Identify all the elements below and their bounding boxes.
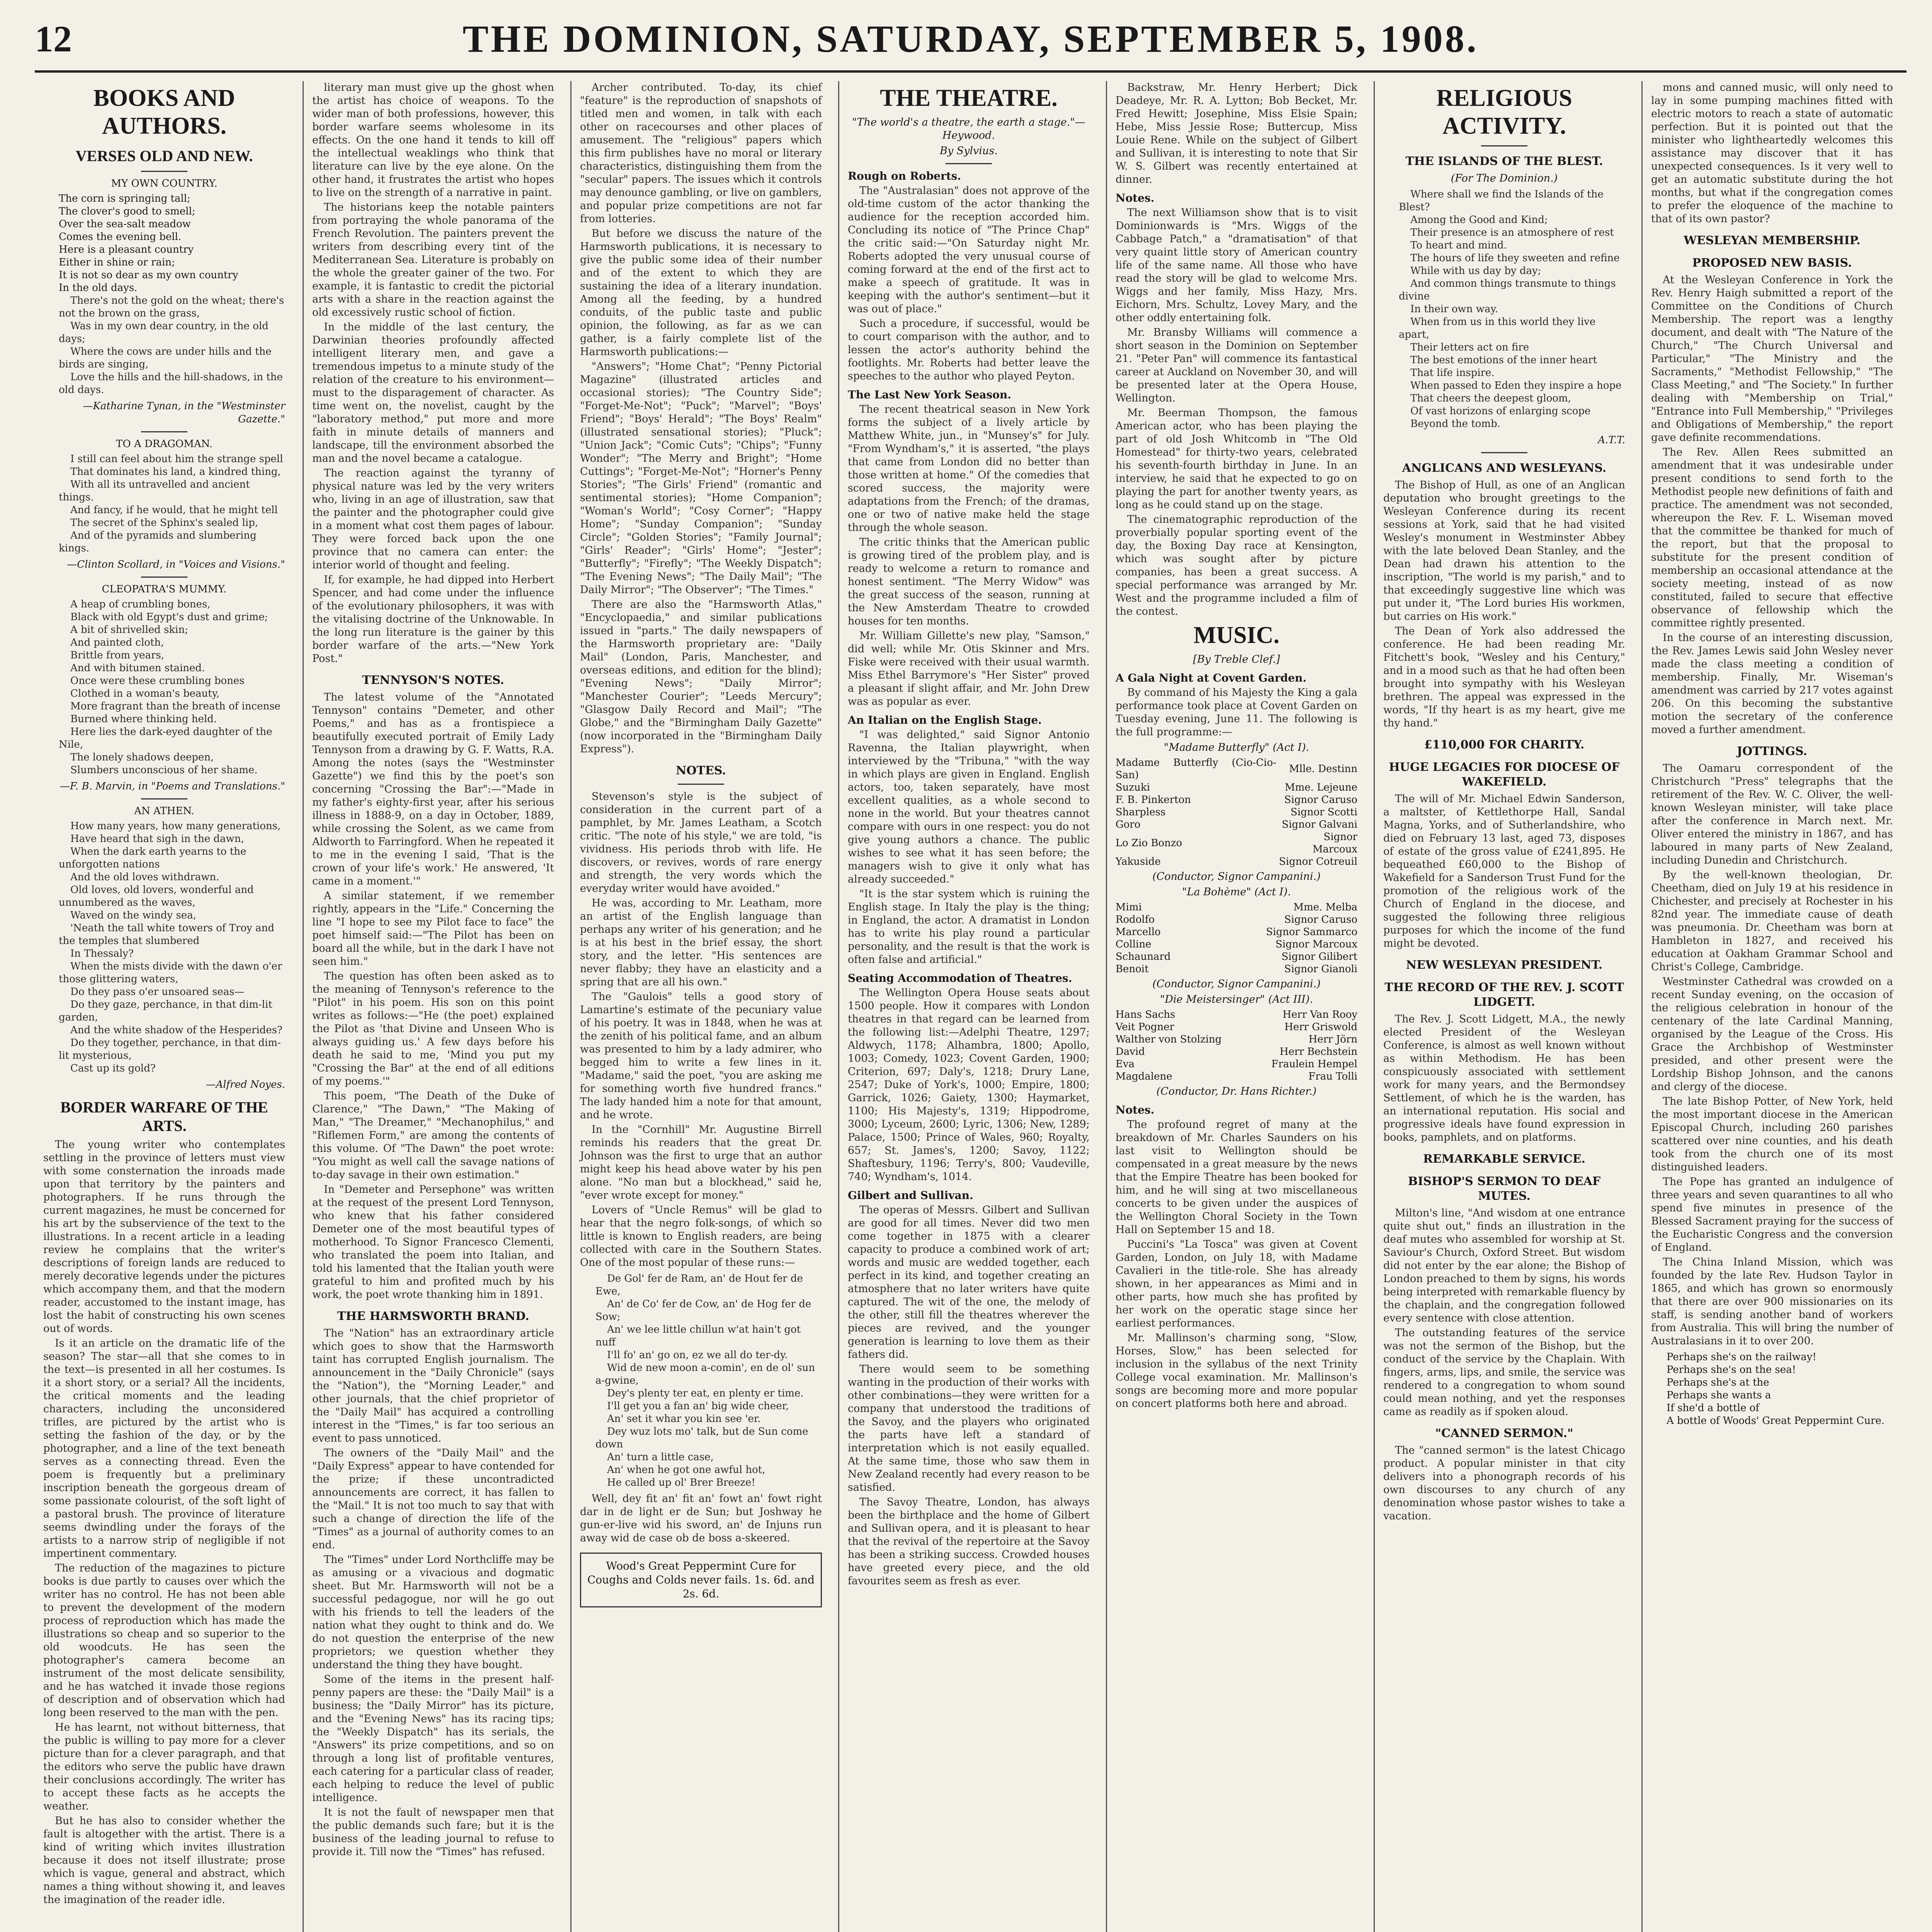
- poem-athen: AN ATHEN. How many years, how many generations, Have heard that sigh in the dawn, When the dark earth yearns to the unforgotten nations And the old loves withdrawn. Old loves, old lovers, wonderful and unnumbered as the waves, Waved on the windy sea, 'Neath the tall white towers of Troy and the temples that slumbered In Thessaly? When the mists divide with the dawn o'er those glittering waters, Do they pass o'er unsoared seas— Do they gaze, perchance, in that dim-lit garden, And the white shadow of the Hesperides? Do they together, perchance, in that dim-lit mysterious, Cast up its gold?: [59, 805, 282, 1074]
- verses-heading: VERSES OLD AND NEW.: [75, 147, 253, 165]
- cast-row: F. B. Pinkerton Signor Caruso: [1116, 794, 1357, 806]
- column-3: Archer contributed. To-day, its chief "feature" is the reproduction of snapshots of titled men and women, in talk with each other on racecourses and other places of amusement. The "religious" papers which this firm publishes have no moral or literary characteristics, distinguishing them from the "secular" papers. The issues which it controls may denounce gambling, or live on gamblers, and popular prize competitions are not far from lotteries. But before we discuss the nature of the Harmsworth publications, it is necessary to give the public some idea of their number and of the extent to which they are sustaining the idea of a literary inundation. Among all the feeding, by a hundred conduits, of the public taste and public opinion, the following, as far as we can gather, is a fairly complete list of the Harmsworth publications:— "Answers"; "Home Chat"; "Penny Pictorial Magazine" (illustrated articles and occasional stories); "The Country Side"; "Forget-Me-Not"; "Puck"; "Marvel"; "Boys' Friend"; "Boys' Herald"; "The Boys' Realm" (illustrated sensational stories); "Pluck"; "Union Jack"; "Comic Cuts"; "Chips"; "Funny Wonder"; "The Merry and Bright"; "Home Cuttings"; "Forget-Me-Not"; "Horner's Penny Stories"; "The Girls' Friend" (romantic and sentimental stories); "Home Companion"; "Woman's World"; "Cosy Corner"; "Happy Home"; "Sunday Companion"; "Sunday Circle"; "Golden Stories"; "Family Journal"; "Girls' Reader"; "Girls' Home"; "Jester"; "Butterfly"; "Firefly"; "The Weekly Dispatch"; "The Evening News"; "The Daily Mail"; "The Daily Mirror"; "The Observer"; "The Times." There are also the "Harmsworth Atlas," "Encyclopaedia," and similar publications issued in "parts." The daily newspapers of the Harmsworth proprietary are: "Daily Mail" (London, Paris, Manchester, and overseas editions, and edition for the blind); "Evening News"; "Daily Mirror"; "Manchester Courier"; "Leeds Mercury"; "Glasgow Daily Record and Mail"; "The Globe," and the "Birmingham Daily Gazette" (now incorporated in the "Birmingham Daily Express"). NOTES. Stevenson's style is the subject of consideration in the current part of a pamphlet, by Mr. James Leatham, a Scotch critic. "The note of his style," we are told, "is vividness. His periods throb with life. He discovers, or revives, words of rare energy and strength, the very words which the everyday writer would have avoided." He was, according to Mr. Leatham, more an artist of the English language than perhaps any writer of his generation; and he is at his best in the brief essay, the short story, and the letter. "His sentences are never flabby; they have an elasticity and a spring that are all his own." The "Gaulois" tells a good story of Lamartine's estimate of the pecuniary value of his poetry. It was in 1848, when he was at the zenith of his political fame, and an album was presented to him by a lady admirer, who begged him to write a few lines in it. "Madame," said the poet, "you are asking me for something worth five hundred francs." The lady handed him a note for that amount, and he wrote. In the "Cornhill" Mr. Augustine Birrell reminds his readers that the great Dr. Johnson was the first to urge that an author might keep his head above water by his pen alone. "No man but a blockhead," said he, "ever wrote except for money." Lovers of "Uncle Remus" will be glad to hear that the negro folk-songs, of which so little is known to English readers, are being collected with care in the Southern States. One of the most popular of these runs:— De Gol' fer de Ram, an' de Hout fer de Ewe, An' de Co' fer de Cow, an' de Hog fer de Sow; An' we lee little chillun w'at hain't got nuff I'll fo' an' go on, ez we all do ter-dy. Wid de new moon a-comin', en de ol' sun a-gwine, Dey's plenty ter eat, en plenty er time. I'll get you a fan an' big wide cheer, An' set it whar you kin see 'er. Dey wuz lots mo' talk, but de Sun come down An' turn a little case, An' when he got one awful hot, He called up ol' Brer Breeze! Well, dey fit an' fit an' fowt an' fowt right dar in de light er de Sun; but Joshway he gun-er-live wid his sword, an' de Injuns run away wid de case ob de boss a-skeered. Wood's Great Peppermint Cure for Coughs and Colds never fails. 1s. 6d. and 2s. 6d.: [570, 81, 830, 1932]
- lidgett-heading: THE RECORD OF THE REV. J. SCOTT LIDGETT.: [1384, 981, 1624, 1009]
- cast-row: Rodolfo Signor Caruso: [1116, 914, 1357, 925]
- cast-row: Madame Butterfly (Cio-Cio-San) Mlle. Destinn: [1116, 757, 1357, 781]
- cast-list-meistersinger: [1116, 1009, 1357, 1083]
- poem-islands: Where shall we find the Islands of the Blest? Among the Good and Kind; Their presence is an atmosphere of rest To heart and mind. The hours of life they sweeten and refine While with us day by day; And common things transmute to things divine In their own way. When from us in this world they live apart, Their letters act on fire The best emotions of the inner heart That life inspire. When passed to Eden they inspire a hope That cheers the deepest gloom, Of vast horizons of enlarging scope Beyond the tomb.: [1399, 189, 1622, 430]
- opera-butterfly-title: "Madame Butterfly" (Act I).: [1163, 742, 1310, 753]
- subhead-rough-on-roberts: Rough on Roberts.: [848, 170, 961, 182]
- cast-row: Suzuki Mme. Lejeune: [1116, 782, 1357, 793]
- new-basis-heading: PROPOSED NEW BASIS.: [1692, 256, 1852, 270]
- cast-list-butterfly: [1116, 757, 1357, 868]
- music-byline: [By Treble Clef.]: [1193, 653, 1280, 665]
- column-1: BOOKS AND AUTHORS. VERSES OLD AND NEW. MY OWN COUNTRY. The corn is springing tall; The clover's good to smell; Over the sea-salt meadow Comes the evening bell. Here is a pleasant country Either in shine or rain; It is not so dear as my own country In the old days. There's not the gold on the wheat; there's not the brown on the grass, Was in my own dear country, in the old days; Where the cows are under hills and the birds are singing, Love the hills and the hill-shadows, in the old days. —Katharine Tynan, in the "Westminster Gazette." TO A DRAGOMAN. I still can feel about him the strange spell That dominates his land, a kindred thing, With all its untravelled and ancient things. And fancy, if he would, that he might tell The secret of the Sphinx's sealed lip, And of the pyramids and slumbering kings. —Clinton Scollard, in "Voices and Visions." CLEOPATRA'S MUMMY. A heap of crumbling bones, Black with old Egypt's dust and grime; A bit of shrivelled skin; And painted cloth, Brittle from years, And with bitumen stained. Once were these crumbling bones Clothed in a woman's beauty, More fragrant than the breath of incense Burned where thinking held. Here lies the dark-eyed daughter of the Nile, The lonely shadows deepen, Slumbers unconscious of her shame. —F. B. Marvin, in "Poems and Translations." AN ATHEN. How many years, how many generations, Have heard that sigh in the dawn, When the dark earth yearns to the unforgotten nations And the old loves withdrawn. Old loves, old lovers, wonderful and unnumbered as the waves, Waved on the windy sea, 'Neath the tall white towers of Troy and the temples that slumbered In Thessaly? When the mists divide with the dawn o'er those glittering waters, Do they pass o'er unsoared seas— Do they gaze, perchance, in that dim-lit garden, And the white shadow of the Hesperides? Do they together, perchance, in that dim-lit mysterious, Cast up its gold? —Alfred Noyes. BORDER WARFARE OF THE ARTS. The young writer who contemplates settling in the province of letters must view with some consternation the inroads made upon that territory by the painters and photographers. If he runs through the current magazines, he must be concerned for his art by the subservience of the text to the illustrations. In a recent article in a leading review he complains that the writer's descriptions of foreign lands are reduced to merely decorative legends under the pictures which accompany them, and that the modern reader, accustomed to the instant image, has lost the habit of constructing his own scenes out of words. Is it an article on the dramatic life of the season? The star—all that she comes to in the text—is presented in all her costumes. Is it a short story, or a serial? All the incidents, the critical moments and the leading characters, including the unconsidered trifles, are pictured by the artist who is setting the fashion of the day, or by the photographer, and a line of the text beneath serves as a connecting thread. Even the poem is frequently but a preliminary inscription beneath the gorgeous dream of some passionate colourist, of the soft light of a pastoral brush. The province of literature seems dwindling under the forays of the artists to a narrow strip of negligible if not impertinent commentary. The reduction of the magazines to picture books is due partly to causes over which the writer has no control. He has not been able to prevent the development of the modern process of reproduction which has made the illustrations so cheap and so superior to the old woodcuts. He has seen the photographer's camera become an instrument of the most delicate sensibility, and he has watched it invade those regions of description and of observation which had long been reserved to the man with the pen. He has learnt, not without bitterness, that the public is willing to pay more for a clever picture than for a clever paragraph, and that the editors who serve the public have drawn their conclusions accordingly. The writer has to accept these facts as he accepts the weather. But he has also to consider whether the fault is altogether with the artist. There is a kind of writing which invites illustration because it does not itself illustrate; prose which is vague, general and abstract, which names a thing without showing it, and leaves the imagination of the reader idle.: [43, 85, 285, 1906]
- opera-boheme-title: "La Bohème" (Act I).: [1182, 886, 1291, 898]
- subhead-gilbert-sullivan: Gilbert and Sullivan.: [848, 1189, 973, 1202]
- subhead-music-notes: Notes.: [1116, 1104, 1155, 1116]
- theatre-heading: THE THEATRE.: [880, 85, 1058, 111]
- subhead-notes: Notes.: [1116, 192, 1155, 204]
- subhead-last-new-york-season: The Last New York Season.: [848, 388, 1012, 401]
- deaf-mutes-heading: BISHOP'S SERMON TO DEAF MUTES.: [1408, 1175, 1601, 1203]
- anglicans-heading: ANGLICANS AND WESLEYANS.: [1402, 461, 1607, 475]
- opera-meistersinger-title: "Die Meistersinger" (Act III).: [1160, 993, 1313, 1005]
- poem-cleopatra: CLEOPATRA'S MUMMY. A heap of crumbling bones, Black with old Egypt's dust and grime; A bit of shrivelled skin; And painted cloth, Brittle from years, And with bitumen stained. Once were these crumbling bones Clothed in a woman's beauty, More fragrant than the breath of incense Burned where thinking held. Here lies the dark-eyed daughter of the Nile, The lonely shadows deepen, Slumbers unconscious of her shame.: [59, 583, 281, 776]
- poem-dragoman: TO A DRAGOMAN. I still can feel about him the strange spell That dominates his land, a kindred thing, With all its untravelled and ancient things. And fancy, if he would, that he might tell The secret of the Sphinx's sealed lip, And of the pyramids and slumbering kings.: [59, 438, 283, 554]
- cast-row: Schaunard Signor Gilibert: [1116, 951, 1357, 963]
- cast-row: Mimi Mme. Melba: [1116, 901, 1357, 913]
- cast-row: Veit Pogner Herr Griswold: [1116, 1021, 1357, 1033]
- poem-my-own-country: MY OWN COUNTRY. The corn is springing tall; The clover's good to smell; Over the sea-salt meadow Comes the evening bell. Here is a pleasant country Either in shine or rain; It is not so dear as my own country In the old days. There's not the gold on the wheat; there's not the brown on the grass, Was in my own dear country, in the old days; Where the cows are under hills and the birds are singing, Love the hills and the hill-shadows, in the old days.: [59, 177, 285, 396]
- column-4: THE THEATRE. "The world's a theatre, the earth a stage."—Heywood. By Sylvius. Rough on Roberts. The "Australasian" does not approve of the old-time custom of the actor thanking the audience for the reception accorded him. Concluding its notice of "The Prince Chap" the critic said:—"On Saturday night Mr. Roberts adopted the very unusual course of coming forward at the end of the first act to make a speech of gratitude. It was in keeping with the author's sentiment—but it was out of place." Such a procedure, if successful, would be to court comparison with the author, and to lessen the actor's authority behind the footlights. Mr. Roberts had better leave the speeches to the author who played Peyton. The Last New York Season. The recent theatrical season in New York forms the subject of a lively article by Matthew White, jun., in "Munsey's" for July. "From Wyndham's," it is asserted, "the plays that came from London did no better than those written at home." Of the comedies that scored success, the majority were adaptations from the French; of the dramas, one or two of native make held the stage through the whole season. The critic thinks that the American public is growing tired of the problem play, and is ready to welcome a return to romance and honest sentiment. "The Merry Widow" was the great success of the season, running at the New Amsterdam Theatre to crowded houses for ten months. Mr. William Gillette's new play, "Samson," did well; while Mr. Otis Skinner and Mrs. Fiske were received with their usual warmth. Miss Ethel Barrymore's "Her Sister" proved a pleasant if slight affair, and Mr. John Drew was as popular as ever. An Italian on the English Stage. "I was delighted," said Signor Antonio Ravenna, the Italian playwright, when interviewed by the "Tribuna," "with the way in which plays are given in England. English actors, too, taken separately, have most excellent qualities, as a whole second to none in the world. But your theatres cannot compare with ours in one respect: you do not give young authors a chance. The public wishes to see what it has seen before; the managers wish to give it only what has already succeeded." "It is the star system which is ruining the English stage. In Italy the play is the thing; in England, the actor. A dramatist in London has to write his play round a particular personality, and the result is that the work is often false and artificial." Seating Accommodation of Theatres. The Wellington Opera House seats about 1500 people. How it compares with London theatres in that regard can be learned from the following list:—Adelphi Theatre, 1297; Aldwych, 1178; Alhambra, 1800; Apollo, 1003; Comedy, 1023; Covent Garden, 1900; Criterion, 697; Daly's, 1218; Drury Lane, 2547; Duke of York's, 1000; Empire, 1800; Garrick, 1026; Gaiety, 1300; Haymarket, 1100; His Majesty's, 1319; Hippodrome, 3000; Lyceum, 2600; Lyric, 1306; New, 1289; Palace, 1500; Prince of Wales, 960; Royalty, 657; St. James's, 1200; Savoy, 1122; Shaftesbury, 1196; Terry's, 800; Vaudeville, 740; Wyndham's, 1014. Gilbert and Sullivan. The operas of Messrs. Gilbert and Sullivan are good for all times. Never did two men come together in 1875 with a clearer capacity to produce a combined work of art; words and music are wedded together, each perfect in its kind, and together creating an atmosphere that no later writers have quite captured. The wit of the one, the melody of the other, still fill the theatres wherever the pieces are revived, and the younger generation is learning to love them as their fathers did. There would seem to be something wanting in the production of their works with other combinations—they were written for a company that understood the traditions of the Savoy, and the players who originated the parts have left a standard of interpretation which is not easily equalled. At the same time, those who saw them in New Zealand recently had every reason to be satisfied. The Savoy Theatre, London, has always been the birthplace and the home of Gilbert and Sullivan opera, and it is pleasant to hear that the revival of the repertoire at the Savoy has been a striking success. Crowded houses have greeted every piece, and the old favourites seem as fresh as ever.: [838, 81, 1098, 1932]
- cast-row: Sharpless Signor Scotti: [1116, 806, 1357, 818]
- subhead-seating: Seating Accommodation of Theatres.: [848, 972, 1072, 985]
- cast-row: Yakuside Signor Cotreuil: [1116, 856, 1357, 867]
- subhead-italian-on-english-stage: An Italian on the English Stage.: [848, 714, 1042, 726]
- poem-credit: —Katharine Tynan, in the "Westminster Gazette.": [83, 400, 285, 425]
- wesleyan-membership-heading: WESLEYAN MEMBERSHIP.: [1684, 234, 1861, 247]
- cast-row: Walther von Stolzing Herr Jörn: [1116, 1034, 1357, 1045]
- theatre-byline: By Sylvius.: [940, 145, 998, 157]
- cast-row: Eva Fraulein Hempel: [1116, 1058, 1357, 1070]
- islands-heading: THE ISLANDS OF THE BLEST.: [1405, 155, 1603, 168]
- cast-row: Hans Sachs Herr Van Rooy: [1116, 1009, 1357, 1020]
- music-heading: MUSIC.: [1193, 622, 1280, 648]
- page-number: 12: [35, 18, 72, 60]
- cast-row: David Herr Bechstein: [1116, 1046, 1357, 1058]
- column-5: Backstraw, Mr. Henry Herbert; Dick Deadeye, Mr. R. A. Lytton; Bob Becket, Mr. Fred Hewitt; Josephine, Miss Elsie Spain; Hebe, Miss Jessie Rose; Buttercup, Miss Louie Rene. While on the subject of Gilbert and Sullivan, it is interesting to note that Sir W. S. Gilbert was recently entertained at dinner. Notes. The next Williamson show that is to visit Dominionwards is "Mrs. Wiggs of the Cabbage Patch," a "dramatisation" of that very quaint little story of American country life of the same name. All those who have read the story will be glad to welcome Mrs. Wiggs and her family, Miss Hazy, Mrs. Eichorn, Mrs. Schultz, Lovey Mary, and the other oddly entertaining folk. Mr. Bransby Williams will commence a short season in the Dominion on September 21. "Peter Pan" will commence its fantastical career at Auckland on November 30, and will be presented later at the Opera House, Wellington. Mr. Beerman Thompson, the famous American actor, who has been playing the part of old Josh Whitcomb in "The Old Homestead" for thirty-two years, celebrated his seventh-fourth birthday in June. In an interview, he said that he expected to go on playing the part for another twenty years, as long as he could stand up on the stage. The cinematographic reproduction of the proverbially popular sporting event of the day, the Boxing Day race at Kensington, which was sought after by picture companies, has been a great success. A special performance was arranged by Mr. West and the programme included a film of the contest. MUSIC. [By Treble Clef.] A Gala Night at Covent Garden. By command of his Majesty the King a gala performance took place at Covent Garden on Tuesday evening, June 11. The following is the full programme:— "Madame Butterfly" (Act I). Madame Butterfly (Cio-Cio-San) Mlle. Destinn Suzuki Mme. Lejeune F. B. Pinkerton Signor Caruso Sharpless Signor Scotti Goro Signor Galvani Lo Zio Bonzo Signor Marcoux Yakuside Signor Cotreuil (Conductor, Signor Campanini.) "La Bohème" (Act I). Mimi Mme. Melba Rodolfo Signor Caruso Marcello Signor Sammarco Colline Signor Marcoux Schaunard Signor Gilibert Benoit Signor Gianoli (Conductor, Signor Campanini.) "Die Meistersinger" (Act III). Hans Sachs Herr Van Rooy Veit Pogner Herr Griswold Walther von Stolzing Herr Jörn David Herr Bechstein Eva Fraulein Hempel Magdalene Frau Tolli (Conductor, Dr. Hans Richter.) Notes. The profound regret of many at the breakdown of Mr. Charles Saunders on his last visit to Wellington should be compensated in a great measure by the news that the Empire Theatre has been booked for him, and he will sing at two miscellaneous concerts to be given under the auspices of the Wellington Choral Society in the Town Hall on September 15 and 18. Puccini's "La Tosca" was given at Covent Garden, London, on July 18, with Madame Cavalieri in the title-role. She has already shown, in her appearances as Mimi and in other parts, how much she has profited by her work on the operatic stage since her earliest performances. Mr. Mallinson's charming song, "Slow, Horses, Slow," has been selected for inclusion in the syllabus of the next Trinity College vocal examination. Mr. Mallinson's songs are becoming more and more popular on concert platforms both here and abroad.: [1106, 81, 1366, 1932]
- masthead-rule: [35, 70, 1906, 73]
- column-2: literary man must give up the ghost when the artist has choice of weapons. To the wider man of both professions, however, this border warfare seems wholesome in its effects. On the one hand it tends to kill off the intellectual weaklings who think that literature can live by the eye alone. On the other hand, it frustrates the artist who hopes to live on the strength of a narrative in paint. The historians keep the notable painters from portraying the whole panorama of the French Revolution. The painters prevent the writers from describing every tint of the Mediterranean Sea. Literature is probably on the whole the greater gainer of the two. For example, it is fantastic to credit the pictorial arts with a share in the reaction against the old excessively rustic school of fiction. In the middle of the last century, the Darwinian theories profoundly affected intelligent literary men, and gave a tremendous impetus to a minute study of the relation of the creature to his environment—must to the disparagement of character. As time went on, the novelist, caught by the "laboratory method," put more and more faith in minute details of manners and landscape, till the environment absorbed the man and the novel became a catalogue. The reaction against the tyranny of physical nature was led by the very writers who, living in an age of illustration, saw that the painter and the photographer could give in a moment what cost them pages of labour. They were forced back upon the one province that no camera can enter: the interior world of thought and feeling. If, for example, he had dipped into Herbert Spencer, and had come under the influence of the evolutionary philosophers, it was with the vitalising doctrine of the Unknowable. In the long run literature is the gainer by this border warfare of the arts.—"New York Post." TENNYSON'S NOTES. The latest volume of the "Annotated Tennyson" contains "Demeter, and other Poems," and has as a frontispiece a beautifully executed portrait of Emily Lady Tennyson from a drawing by G. F. Watts, R.A. Among the notes (says the "Westminster Gazette") we find this by the poet's son concerning "Crossing the Bar":—"Made in my father's eighty-first year, after his serious illness in 1888-9, on a day in October, 1889, while crossing the Solent, as we came from Aldworth to Farringford. When he repeated it to me in the evening I said, 'That is the crown of your life's work.' He answered, 'It came in a moment.'" A similar statement, if we remember rightly, appears in the "Life." Concerning the line "I hope to see my Pilot face to face" the poet himself said:—"The Pilot has been on board all the while, but in the dark I have not seen him." The question has often been asked as to the meaning of Tennyson's reference to the "Pilot" in his poem. His son on this point writes as follows:—"He (the poet) explained the Pilot as 'that Divine and Unseen Who is always guiding us.' A few days before his death he said to me, 'Mind you put my "Crossing the Bar" at the end of all editions of my poems.'" This poem, "The Death of the Duke of Clarence," "The Dawn," "The Making of Man," "The Dreamer," "Mechanophilus," and "Riflemen Form," are among the contents of this volume. Of "The Dawn" the poet wrote: "You might as well call the savage nations of to-day savage in their own estimation." In "Demeter and Persephone" was written at the request of the present Lord Tennyson, who knew that his father considered Demeter one of the most beautiful types of motherhood. To Signor Francesco Clementi, who translated the poem into Italian, and told his lamented that the Italian youth were grateful to him and profited much by his work, the poet wrote thanking him in 1891. THE HARMSWORTH BRAND. The "Nation" has an extraordinary article which goes to show that the Harmsworth taint has corrupted English journalism. The announcement in the "Daily Chronicle" (says the "Nation"), the "Morning Leader," and other journals, that the chief proprietor of the "Daily Mail" has acquired a controlling interest in the "Times," is far too serious an event to pass unnoticed. The owners of the "Daily Mail" and the "Daily Express" appear to have contended for the prize; if these uncontradicted announcements are correct, it has fallen to the "Mail." It is not too much to say that with such a change of direction the life of the "Times" as a journal of authority comes to an end. The "Times" under Lord Northcliffe may be as amusing or a vivacious and dogmatic sheet. But Mr. Harmsworth will not be a successful pedagogue, nor will he go out with his friends to tell the leaders of the nation what they ought to think and do. We do not question the enterprise of the new proprietors; we question whether they understand the thing they have bought. Some of the items in the present half-penny papers are these: the "Daily Mail" is a business; the "Daily Mirror" has its picture, and the "Evening News" has its racing tips; the "Weekly Dispatch" has its serials, the "Answers" its prize competitions, and so on through a long list of profitable ventures, each catering for a particular class of reader, each helping to reduce the level of public intelligence. It is not the fault of newspaper men that the public demands such fare; but it is the business of the leading journal to refuse to provide it. Till now the "Times" has refused.: [303, 81, 563, 1932]
- cast-row: Marcello Signor Sammarco: [1116, 926, 1357, 938]
- notes-heading: NOTES.: [676, 764, 726, 777]
- peppermint-advert: Wood's Great Peppermint Cure for Coughs and Colds never fails. 1s. 6d. and 2s. 6d.: [580, 1553, 822, 1607]
- new-president-heading: NEW WESLEYAN PRESIDENT.: [1406, 958, 1603, 972]
- remarkable-heading: REMARKABLE SERVICE.: [1423, 1152, 1585, 1166]
- cast-list-boheme: [1116, 901, 1357, 975]
- masthead: [35, 15, 1906, 62]
- canned-sermon-heading: "CANNED SERMON.": [1435, 1427, 1573, 1440]
- cast-row: Colline Signor Marcoux: [1116, 939, 1357, 950]
- books-authors-heading: BOOKS AND AUTHORS.: [93, 85, 235, 139]
- cast-row: Benoit Signor Gianoli: [1116, 963, 1357, 975]
- tennyson-heading: TENNYSON'S NOTES.: [362, 673, 504, 687]
- peppermint-verse: Perhaps she's on the railway! Perhaps she's on the sea! Perhaps she's at the Perhaps she wants a If she'd a bottle of A bottle of Woods' Great Peppermint Cure.: [1667, 1351, 1885, 1427]
- columns: [35, 81, 1906, 1932]
- poem-title: MY OWN COUNTRY.: [111, 178, 218, 189]
- wakefield-heading: HUGE LEGACIES FOR DIOCESE OF WAKEFIELD.: [1389, 760, 1620, 789]
- column-6: RELIGIOUS ACTIVITY. THE ISLANDS OF THE BLEST. (For The Dominion.) Where shall we find the Islands of the Blest? Among the Good and Kind; Their presence is an atmosphere of rest To heart and mind. The hours of life they sweeten and refine While with us day by day; And common things transmute to things divine In their own way. When from us in this world they live apart, Their letters act on fire The best emotions of the inner heart That life inspire. When passed to Eden they inspire a hope That cheers the deepest gloom, Of vast horizons of enlarging scope Beyond the tomb. A.T.T. ANGLICANS AND WESLEYANS. The Bishop of Hull, as one of an Anglican deputation who brought greetings to the Wesleyan Conference during its recent sessions at York, said that he had visited Wesley's monument in Westminster Abbey with the late beloved Dean Stanley, and the Dean had drawn his attention to the inscription, "The world is my parish," and to that exceedingly suggestive line which was put under it, "The Lord buries His workmen, but carries on His work." The Dean of York also addressed the conference. He had been reading Mr. Fitchett's book, "Wesley and his Century," and in a mood such as that he had often been brought into sympathy with his Wesleyan brethren. The appeal was expressed in the words, "If thy heart is as my heart, give me thy hand." £110,000 FOR CHARITY. HUGE LEGACIES FOR DIOCESE OF WAKEFIELD. The will of Mr. Michael Edwin Sanderson, a maltster, of Kettlethorpe Hall, Sandal Magna, Yorks, and of Sutherlandshire, who died on February 13 last, aged 73, disposes of estate of the gross value of £241,895. He bequeathed £60,000 to the Bishop of Wakefield for a Sanderson Trust Fund for the promotion of the religious work of the Church of England in the diocese, and suggested the following three religious purposes for which the income of the fund might be devoted. NEW WESLEYAN PRESIDENT. THE RECORD OF THE REV. J. SCOTT LIDGETT. The Rev. J. Scott Lidgett, M.A., the newly elected President of the Wesleyan Conference, is almost as well known without as within Methodism. He has been conspicuously associated with settlement work for many years, and the Bermondsey Settlement, of which he is the warden, has an international reputation. His social and progressive ideals have found expression in books, pamphlets, and on platforms. REMARKABLE SERVICE. BISHOP'S SERMON TO DEAF MUTES. Milton's line, "And wisdom at one entrance quite shut out," finds an illustration in the deaf mutes who assembled for worship at St. Saviour's Church, Oxford Street. But wisdom did not enter by the ear alone; the Bishop of London preached to them by signs, his words being interpreted with remarkable fluency by the chaplain, and the congregation followed every sentence with close attention. The outstanding features of the service was not the sermon of the Bishop, but the conduct of the service by the Chaplain. With fingers, arms, lips, and smile, the service was rendered to a congregation to whom sound could mean nothing, and yet the responses came as readily as if spoken aloud. "CANNED SERMON." The "canned sermon" is the latest Chicago product. A popular minister in that city delivers into a phonograph records of his own discourses to any church of any denomination whose pastor wishes to take a vacation.: [1374, 81, 1634, 1932]
- newspaper-title: THE DOMINION, SATURDAY, SEPTEMBER 5, 1908.: [463, 17, 1479, 60]
- column-7: mons and canned music, will only need to lay in some pumping machines fitted with electric motors to reach a state of automatic perfection. But it is pointed out that the minister who lightheartedly welcomes this assistance may discover that it has unexpected consequences. Is it very well to get an automatic substitute during the hot months, but what if the congregation comes to prefer the eloquence of the machine to that of its own pastor? WESLEYAN MEMBERSHIP. PROPOSED NEW BASIS. At the Wesleyan Conference in York the Rev. Henry Haigh submitted a report of the Committee on the Conditions of Church Membership. The report was a lengthy document, and dealt with "The Nature of the Church," "The Church Universal and Particular," "The Ministry and the Sacraments," "Methodist Fellowship," "The Class Meeting," and "The Society." In further dealing with "Membership on Trial," "Entrance into Full Membership," "Privileges and Obligations of Membership," the report gave definite recommendations. The Rev. Allen Rees submitted an amendment that it was undesirable under present conditions to send forth to the Methodist people new definitions of faith and practice. The amendment was not seconded, whereupon the Rev. F. L. Wiseman moved that the committee be thanked for much of the report, but that the proposal to substitute for the present condition of membership an occasional attendance at the society meeting, instead of as now constituted, failed to secure that effective observance of fellowship which the committee rightly presented. In the course of an interesting discussion, the Rev. James Lewis said John Wesley never made the class meeting a condition of membership. Finally, Mr. Wiseman's amendment was carried by 217 votes against 206. On this becoming the substantive motion the secretary of the conference moved a further amendment. JOTTINGS. The Oamaru correspondent of the Christchurch "Press" telegraphs that the retirement of the Rev. W. C. Oliver, the well-known Wesleyan minister, will take place after the conference in March next. Mr. Oliver entered the ministry in 1867, and has laboured in many parts of New Zealand, including Dunedin and Christchurch. By the well-known theologian, Dr. Cheetham, died on July 19 at his residence in Chichester, and precisely at Rochester in his 82nd year. The immediate cause of death was pneumonia. Dr. Cheetham was born at Hambleton in 1827, and received his education at Oakham Grammar School and Christ's College, Cambridge. Westminster Cathedral was crowded on a recent Sunday evening, on the occasion of the religious celebration in honour of the centenary of the late Cardinal Manning, organised by the League of the Cross. His Grace the Archbishop of Westminster presided, and other present were the Lordship Bishop Johnson, and the canons and clergy of the diocese. The late Bishop Potter, of New York, held the most important diocese in the American Episcopal Church, including 260 parishes scattered over nine counties, and his death took from the church one of its most distinguished leaders. The Pope has granted an indulgence of three years and seven quarantines to all who spend five minutes in presence of the Blessed Sacrament praying for the success of the Eucharistic Congress and the conversion of England. The China Inland Mission, which was founded by the late Rev. Hudson Taylor in 1865, and which has grown so enormously that there are over 900 missionaries on its staff, is sending another band of workers from Australia. This will bring the number of Australasians in it to over 200. Perhaps she's on the railway! Perhaps she's on the sea! Perhaps she's at the Perhaps she wants a If she'd a bottle of A bottle of Woods' Great Peppermint Cure.: [1641, 81, 1901, 1932]
- cast-row: Goro Signor Galvani: [1116, 819, 1357, 830]
- jottings-heading: JOTTINGS.: [1736, 745, 1808, 758]
- negro-song: De Gol' fer de Ram, an' de Hout fer de Ewe, An' de Co' fer de Cow, an' de Hog fer de Sow; An' we lee little chillun w'at hain't got nuff I'll fo' an' go on, ez we all do ter-dy. Wid de new moon a-comin', en de ol' sun a-gwine, Dey's plenty ter eat, en plenty er time. I'll get you a fan an' big wide cheer, An' set it whar you kin see 'er. Dey wuz lots mo' talk, but de Sun come down An' turn a little case, An' when he got one awful hot, He called up ol' Brer Breeze!: [595, 1273, 815, 1488]
- religious-activity-heading: RELIGIOUS ACTIVITY.: [1436, 85, 1572, 139]
- cast-row: Magdalene Frau Tolli: [1116, 1071, 1357, 1082]
- cast-row: Lo Zio Bonzo Signor Marcoux: [1116, 831, 1357, 855]
- harmsworth-heading: THE HARMSWORTH BRAND.: [337, 1310, 529, 1323]
- charity-heading: £110,000 FOR CHARITY.: [1424, 738, 1585, 752]
- subhead-gala-night: A Gala Night at Covent Garden.: [1116, 672, 1307, 684]
- border-warfare-heading: BORDER WARFARE OF THE ARTS.: [60, 1099, 268, 1134]
- theatre-epigraph: "The world's a theatre, the earth a stage."—Heywood.: [852, 116, 1085, 141]
